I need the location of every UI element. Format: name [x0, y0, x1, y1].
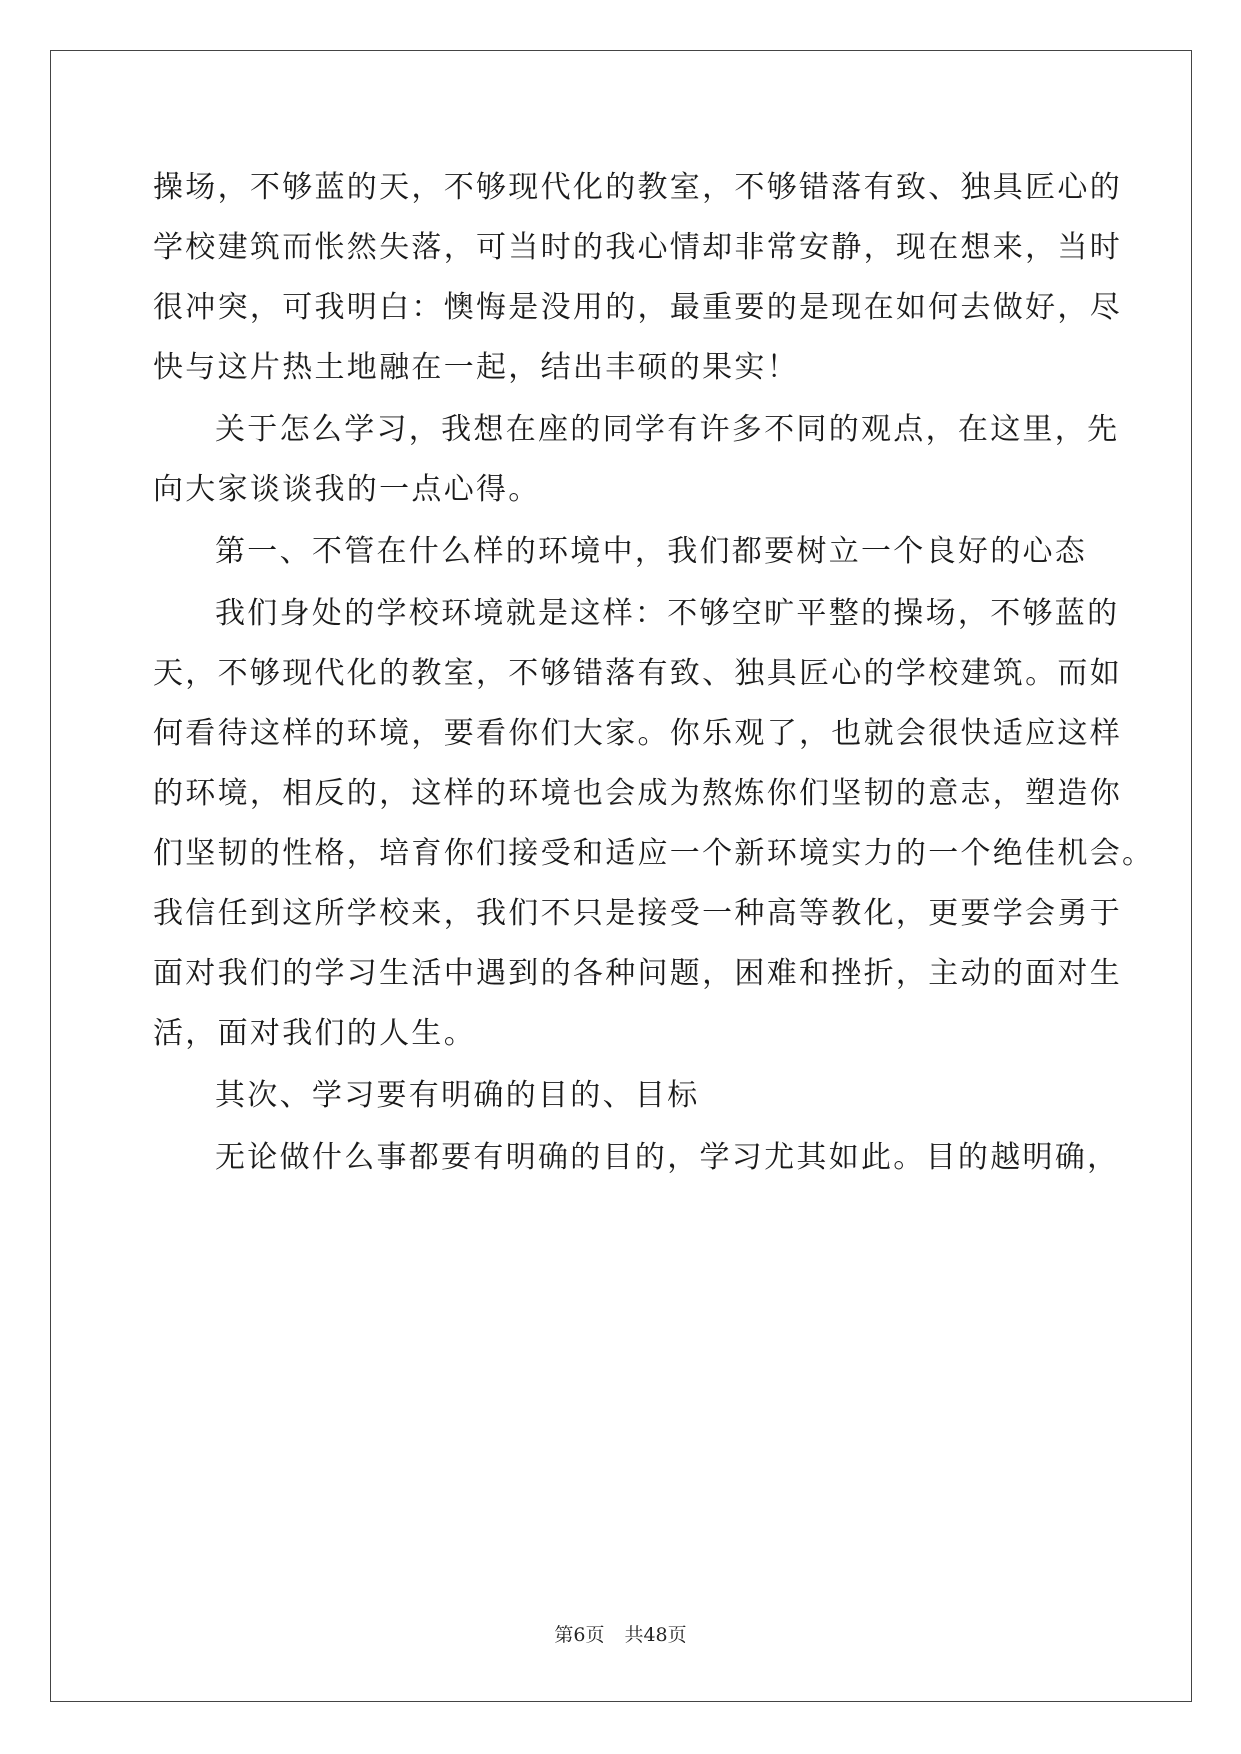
page-total: 共48页: [624, 1624, 687, 1646]
page-footer: [0, 1623, 1241, 1647]
text-line: 何看待这样的环境，要看你们大家。你乐观了，也就会很快适应这样: [153, 716, 1122, 751]
text-line: 我信任到这所学校来，我们不只是接受一种高等教化，更要学会勇于: [153, 896, 1122, 931]
text-line: 天，不够现代化的教室，不够错落有致、独具匠心的学校建筑。而如: [153, 656, 1122, 691]
section-heading: 其次、学习要有明确的目的、目标: [215, 1078, 700, 1113]
text-line: 活，面对我们的人生。: [153, 1016, 476, 1051]
text-line: 很冲突，可我明白：懊悔是没用的，最重要的是现在如何去做好，尽: [153, 290, 1122, 325]
text-line: 快与这片热土地融在一起，结出丰硕的果实！: [153, 350, 799, 385]
text-line: 操场，不够蓝的天，不够现代化的教室，不够错落有致、独具匠心的: [153, 170, 1122, 205]
section-heading: 第一、不管在什么样的环境中，我们都要树立一个良好的心态: [215, 534, 1088, 569]
page-number: 第6页: [554, 1624, 605, 1646]
text-line: 关于怎么学习，我想在座的同学有许多不同的观点，在这里，先: [215, 412, 1120, 447]
text-line: 学校建筑而怅然失落，可当时的我心情却非常安静，现在想来，当时: [153, 230, 1122, 265]
text-line: 向大家谈谈我的一点心得。: [153, 472, 541, 507]
text-line: 的环境，相反的，这样的环境也会成为熬炼你们坚韧的意志，塑造你: [153, 776, 1122, 811]
text-line: 面对我们的学习生活中遇到的各种问题，困难和挫折，主动的面对生: [153, 956, 1122, 991]
text-line: 我们身处的学校环境就是这样：不够空旷平整的操场，不够蓝的: [215, 596, 1120, 631]
text-line: 们坚韧的性格，培育你们接受和适应一个新环境实力的一个绝佳机会。: [153, 836, 1155, 871]
text-line: 无论做什么事都要有明确的目的，学习尤其如此。目的越明确，: [215, 1140, 1120, 1175]
